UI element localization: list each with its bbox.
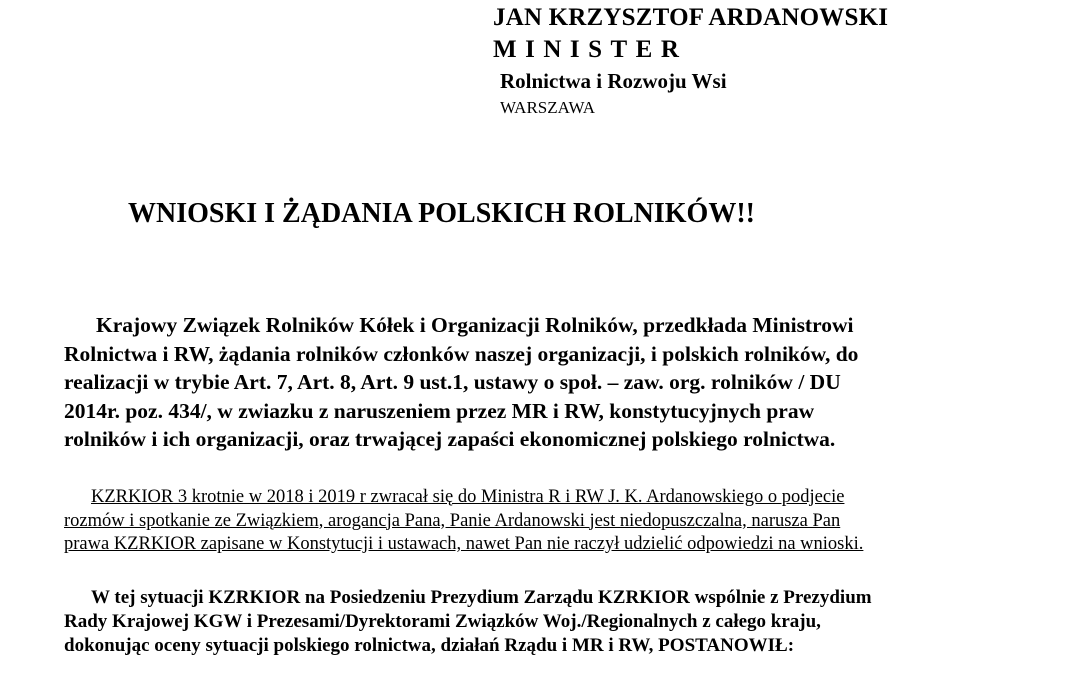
document-title: WNIOSKI I ŻĄDANIA POLSKICH ROLNIKÓW!! bbox=[128, 198, 755, 229]
paragraph-line: Krajowy Związek Rolników Kółek i Organizacji Rolników, przedkłada Ministrowi bbox=[96, 313, 854, 337]
paragraph-line: W tej sytuacji KZRKIOR na Posiedzeniu Prezydium Zarządu KZRKIOR wspólnie z Prezydium bbox=[91, 587, 872, 608]
paragraph-line: prawa KZRKIOR zapisane w Konstytucji i ustawach, nawet Pan nie raczył udzielić odpowiedzi na wnioski. bbox=[64, 534, 864, 554]
paragraph-line: dokonując oceny sytuacji polskiego rolnictwa, działań Rządu i MR i RW, POSTANOWIŁ: bbox=[64, 635, 795, 656]
paragraph-decision bbox=[64, 586, 1024, 658]
addressee-title: MINISTER bbox=[493, 36, 688, 63]
paragraph-line: Rady Krajowej KGW i Prezesami/Dyrektorami Związków Woj./Regionalnych z całego kraju, bbox=[64, 611, 821, 632]
paragraph-line: rozmów i spotkanie ze Związkiem, arogancja Pana, Panie Ardanowski jest niedopuszczalna, narusza Pan bbox=[64, 510, 841, 531]
paragraph-line: rolników i ich organizacji, oraz trwającej zapaści ekonomicznej polskiego rolnictwa. bbox=[64, 427, 836, 451]
paragraph-intro bbox=[64, 311, 1024, 454]
addressee-ministry: Rolnictwa i Rozwoju Wsi bbox=[500, 69, 727, 93]
addressee-city: WARSZAWA bbox=[500, 98, 595, 117]
paragraph-line: realizacji w trybie Art. 7, Art. 8, Art. 9 ust.1, ustawy o społ. – zaw. org. rolników / DU bbox=[64, 370, 841, 394]
paragraph-line: 2014r. poz. 434/, w zwiazku z naruszeniem przez MR i RW, konstytucyjnych praw bbox=[64, 398, 815, 423]
paragraph-line: Rolnictwa i RW, żądania rolników członków naszej organizacji, i polskich rolników, do bbox=[64, 341, 859, 366]
paragraph-complaint bbox=[64, 486, 1024, 557]
addressee-name: JAN KRZYSZTOF ARDANOWSKI bbox=[493, 4, 889, 31]
paragraph-line: KZRKIOR 3 krotnie w 2018 i 2019 r zwracał się do Ministra R i RW J. K. Ardanowskiego o podjecie bbox=[91, 487, 845, 507]
